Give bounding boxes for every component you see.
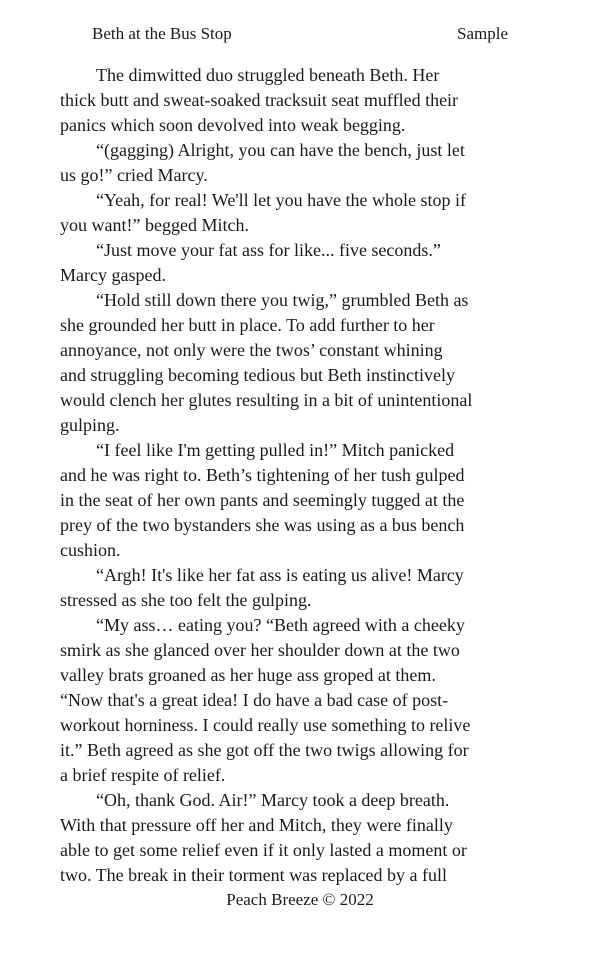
text-line: Marcy gasped. [60,265,166,285]
text-line: The dimwitted duo struggled beneath Beth. Her [96,65,440,85]
text-line: valley brats groaned as her huge ass groped at them. [60,665,436,685]
text-line: you want!” begged Mitch. [60,215,249,235]
text-line: smirk as she glanced over her shoulder down at the two [60,640,460,660]
text-line: two. The break in their torment was replaced by a full [60,865,448,885]
text-line: a brief respite of relief. [60,765,226,785]
text-line: “Argh! It's like her fat ass is eating us alive! Marcy [96,565,464,585]
text-line: and he was right to. Beth’s tightening of her tush gulped [60,465,465,485]
page-header [92,24,508,46]
text-line: “My ass… eating you? “Beth agreed with a cheeky [96,615,465,635]
text-line: cushion. [60,540,121,560]
running-title: Beth at the Bus Stop [92,24,232,43]
text-line: able to get some relief even if it only lasted a moment or [60,840,467,860]
text-line: “Just move your fat ass for like... five seconds.” [96,240,441,260]
text-line: workout horniness. I could really use something to relive [60,715,471,735]
text-line: would clench her glutes resulting in a bit of unintentional [60,390,473,410]
text-line: “Yeah, for real! We'll let you have the whole stop if [96,190,467,210]
copyright-text: Peach Breeze © 2022 [226,890,374,909]
text-line: prey of the two bystanders she was using as a bus bench [60,515,465,535]
text-line: panics which soon devolved into weak begging. [60,115,406,135]
text-line: annoyance, not only were the twos’ constant whining [60,340,443,360]
text-line: it.” Beth agreed as she got off the two twigs allowing for [60,740,469,760]
text-line: “(gagging) Alright, you can have the bench, just let [96,140,465,160]
text-line: in the seat of her own pants and seemingly tugged at the [60,490,465,510]
text-line: us go!” cried Marcy. [60,165,208,185]
text-line: “Now that's a great idea! I do have a bad case of post- [60,690,449,710]
text-line: she grounded her butt in place. To add further to her [60,315,435,335]
sample-label: Sample [457,24,508,43]
text-line: “Oh, thank God. Air!” Marcy took a deep breath. [96,790,450,810]
text-line: stressed as she too felt the gulping. [60,590,312,610]
text-line: and struggling becoming tedious but Beth instinctively [60,365,455,385]
text-line: gulping. [60,415,120,435]
page-footer [0,890,600,910]
text-line: “Hold still down there you twig,” grumbled Beth as [96,290,469,310]
text-line: “I feel like I'm getting pulled in!” Mitch panicked [96,440,455,460]
text-line: thick butt and sweat-soaked tracksuit seat muffled their [60,90,459,110]
text-line: With that pressure off her and Mitch, they were finally [60,815,453,835]
body-text [60,63,510,888]
